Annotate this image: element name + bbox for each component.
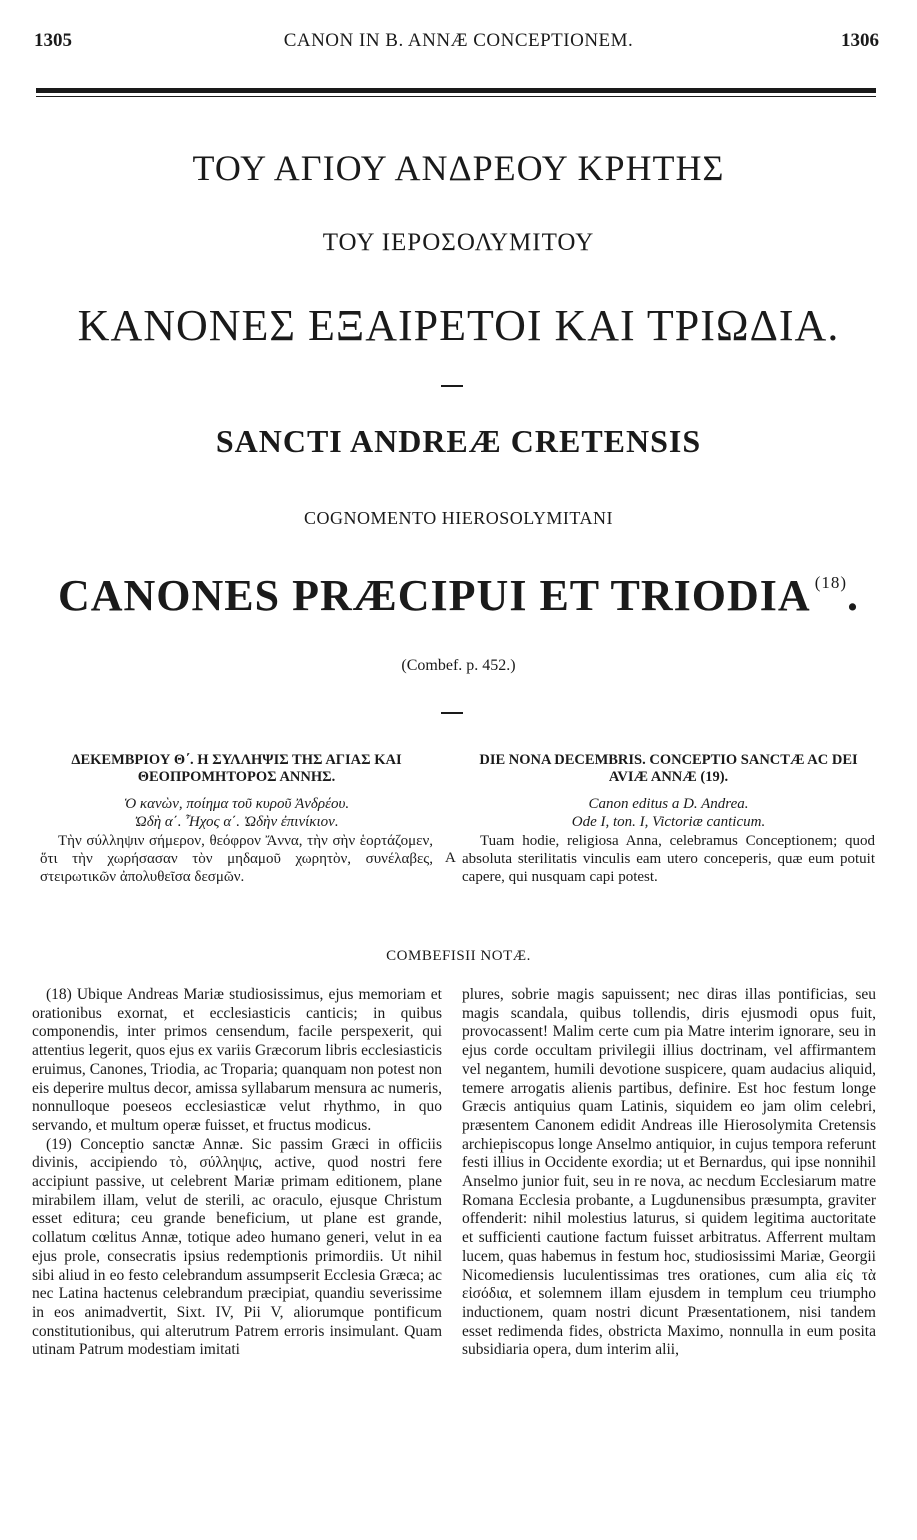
source-reference: (Combef. p. 452.): [401, 657, 516, 674]
note-18: (18) Ubique Andreas Mariæ studiosissimus, ejus memoriam et orationibus exornat, et ecclesiasticis canticis; in quibus componendis, inter primos censendum, facile perspexerit, qui attentius legerit, quos ejus ex variis Græcorum libris ecclesiasticis eruimus, Canones, Triodia, ac Troparia; quanquam non potest non eis deperire multus decor, amissa syllabarum mensura ac numeris, nonnulloque poeseos ecclesiasticæ velut rhythmo, in quo servando, et multum operæ fuisset, et fructus modicus.: [32, 986, 443, 1134]
page-number-left: 1305: [34, 30, 72, 51]
greek-subtitle-2: Ὠδὴ α΄. Ἦχος α΄. Ὠδὴν ἐπινίκιον.: [134, 814, 339, 830]
notes-heading: COMBEFISII NOTÆ.: [386, 948, 531, 964]
title-separator-2: [441, 712, 463, 714]
margin-letter: A: [445, 850, 456, 866]
greek-text-column: [40, 752, 433, 886]
notes-right-column: [462, 986, 876, 1360]
latin-work-period: .: [847, 571, 860, 620]
running-title: CANON IN B. ANNÆ CONCEPTIONEM.: [283, 30, 634, 51]
latin-subtitle-2: Ode I, ton. I, Victoriæ canticum.: [571, 814, 766, 830]
latin-body: Tuam hodie, religiosa Anna, celebramus Conceptionem; quod absoluta sterilitatis vinculis eam utero conceperis, quæ eum potuit capere, qui nusquam capi potest.: [462, 833, 875, 885]
latin-work-text: CANONES PRÆCIPUI ET TRIODIA: [57, 571, 811, 620]
running-head: [0, 30, 917, 60]
greek-body: Τὴν σύλληψιν σήμερον, θεόφρον Ἄννα, τὴν σὴν ἑορτάζομεν, ὅτι τὴν χωρήσασαν τὸν μηδαμοῦ χωρητὸν, συνέλαβες, στειρωτικῶν ἀπολυθεῖσα δεσμῶν.: [40, 833, 433, 885]
note-19-continued: plures, sobrie magis sapuissent; nec diras illas pontificias, seu magis scandala, quibus tollendis, diris ejusmodi opus fuit, provocassent! Malim certe cum pia Matre interim ignorare, seu in ejus corde occultam privilegii illius doctrinam, vel affirmantem vel negantem, humili devotione suspicere, quam audacius aliquid, temere arrogatis alienis partibus, definire. Est hoc festum longe Græcis antiquius quam Latinis, siquidem eo jam olim celebri, præsentem Canonem edidit Andreas ille Hierosolymita Cretensis archiepiscopus longe Anselmo antiquior, in cujus tempora referunt festi illius in Occidente exordia; ut et Bernardus, qui ipse nonnihil Anselmo junior fuit, seu in re nova, ac necdum Ecclesiarum matre Romana Ecclesia probante, a Lugdunensibus præsumpta, graviter offenderit: nihil molestius laturus, si quidem legitima auctoritate et sufficienti cautione factum fuisset arbitratus. Afferrent multam lucem, quas habemus in festum hoc, studiosissimi Mariæ, Georgii Nicomediensis luculentissimas tres orationes, cum alia εἰς τὰ εἰσόδια, et solemnem illam ejusdem in templum ceu triumpho inductionem, quam nostri dicunt Præsentationem, nisi tandem esset redimenda fides, obstricta Maximo, nonnulla in eum posita subsidiaria opera, dum interim alii,: [462, 986, 876, 1359]
note-19: (19) Conceptio sanctæ Annæ. Sic passim Græci in officiis divinis, accipiendo τὸ, σύλληψις, active, quod nostri fere accipiunt passive, ut celebrent Mariæ primam editionem, plane mirabilem illam, velut de sterili, ac oraculo, ejusque Christum esset editura; ceu grande beneficium, ut plane est grande, collatum cœlitus Annæ, totique adeo humano generi, velut in ea ejus prole, consecratis ipsius redemptionis primordiis. Ut nihil sibi aliud in eo festo celebrandum assumpserit Ecclesia Græca; ac nec Latina hactenus celebrandum præcipiat, quandiu severissime in eos animadvertit, Sixt. IV, Pii V, aliorumque pontificum constitutionibus, qui alterutrum Patrem erroris insimulant. Quam utinam Patrum modestiam imitati: [32, 1135, 442, 1359]
latin-text-column: [462, 752, 875, 886]
latin-work-title: [0, 570, 917, 621]
latin-subtitle-1: Canon editus a D. Andrea.: [588, 796, 749, 812]
greek-work-title: ΚΑΝΟΝΕΣ ΕΞΑΙΡΕΤΟΙ ΚΑΙ ΤΡΙΩΔΙΑ.: [77, 301, 840, 350]
greek-subtitle-1: Ὁ κανὼν, ποίημα τοῦ κυροῦ Ἀνδρέου.: [123, 796, 350, 812]
greek-cognomen: ΤΟΥ ΙΕΡΟΣΟΛΥΜΙΤΟΥ: [322, 229, 595, 256]
greek-heading: ΔΕΚΕΜΒΡΙΟΥ Θ΄. Η ΣΥΛΛΗΨΙΣ ΤΗΣ ΑΓΙΑΣ ΚΑΙ ΘΕΟΠΡΟΜΗΤΟΡΟΣ ΑΝΝΗΣ.: [71, 752, 402, 785]
latin-heading: DIE NONA DECEMBRIS. CONCEPTIO SANCTÆ AC DEI AVIÆ ANNÆ (19).: [479, 752, 858, 785]
greek-author-title: ΤΟΥ ΑΓΙΟΥ ΑΝΔΡΕΟΥ ΚΡΗΤΗΣ: [192, 148, 725, 188]
header-rule-thin: [36, 96, 876, 97]
title-separator: [441, 385, 463, 387]
header-rule: [36, 88, 876, 93]
latin-cognomen: COGNOMENTO HIEROSOLYMITANI: [304, 508, 613, 528]
latin-author-title: SANCTI ANDREÆ CRETENSIS: [215, 423, 702, 459]
footnote-ref-18: (18): [814, 573, 848, 592]
page-number-right: 1306: [841, 30, 879, 51]
notes-left-column: [32, 986, 442, 1360]
